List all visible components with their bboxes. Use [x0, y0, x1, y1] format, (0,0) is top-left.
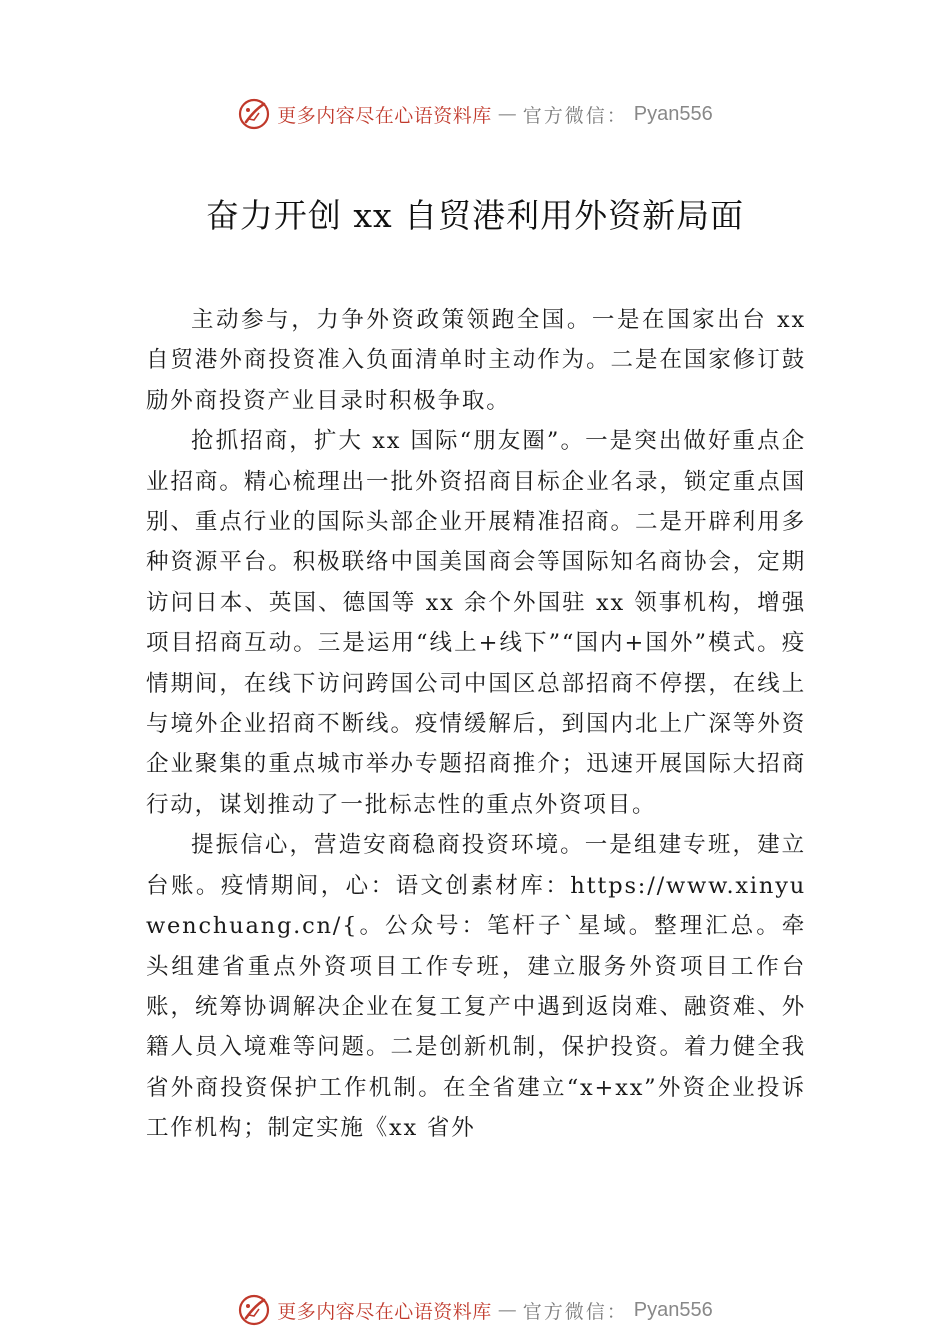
paragraph-3: 提振信心，营造安商稳商投资环境。一是组建专班，建立台账。疫情期间，心：语文创素材库：https://www.xinyuwenchuang.cn/{。公众号：笔杆子`星域。整理汇总。牵头组建省重点外资项目工作专班，建立服务外资项目工作台账，统筹协调解决企业在复工复产中遇到返岗难、融资难、外籍人员入境难等问题。二是创新机制，保护投资。着力健全我省外商投资保护工作机制。在全省建立“x+xx”外资企业投诉工作机构；制定实施《xx 省外	[146, 832, 806, 1142]
watermark-text: 更多内容尽在心语资料库	[277, 1300, 492, 1323]
footer-watermark	[0, 1290, 950, 1330]
watermark-wechat-id: Pyan556	[633, 1298, 713, 1321]
watermark-separator: —	[497, 1299, 517, 1321]
quill-seal-icon	[237, 97, 271, 131]
quill-seal-icon	[237, 1293, 271, 1327]
document-body	[146, 300, 806, 1149]
watermark-wechat-id: Pyan556	[633, 102, 713, 125]
paragraph-2: 抢抓招商，扩大 xx 国际“朋友圈”。一是突出做好重点企业招商。精心梳理出一批外资招商目标企业名录，锁定重点国别、重点行业的国际头部企业开展精准招商。二是开辟利用多种资源平台。积极联络中国美国商会等国际知名商协会，定期访问日本、英国、德国等 xx 余个外国驻 xx 领事机构，增强项目招商互动。三是运用“线上+线下”“国内+国外”模式。疫情期间，在线下访问跨国公司中国区总部招商不停摆，在线上与境外企业招商不断线。疫情缓解后，到国内北上广深等外资企业聚集的重点城市举办专题招商推介；迅速开展国际大招商行动，谋划推动了一批标志性的重点外资项目。	[146, 428, 806, 818]
watermark-subtext: 官方微信：	[522, 1300, 628, 1323]
watermark-text: 更多内容尽在心语资料库	[277, 104, 492, 127]
document-title: 奋力开创 xx 自贸港利用外资新局面	[205, 196, 745, 235]
paragraph-1: 主动参与，力争外资政策领跑全国。一是在国家出台 xx 自贸港外商投资准入负面清单时主动作为。二是在国家修订鼓励外商投资产业目录时积极争取。	[146, 307, 806, 414]
header-watermark	[0, 94, 950, 134]
watermark-separator: —	[497, 103, 517, 125]
watermark-subtext: 官方微信：	[522, 104, 628, 127]
